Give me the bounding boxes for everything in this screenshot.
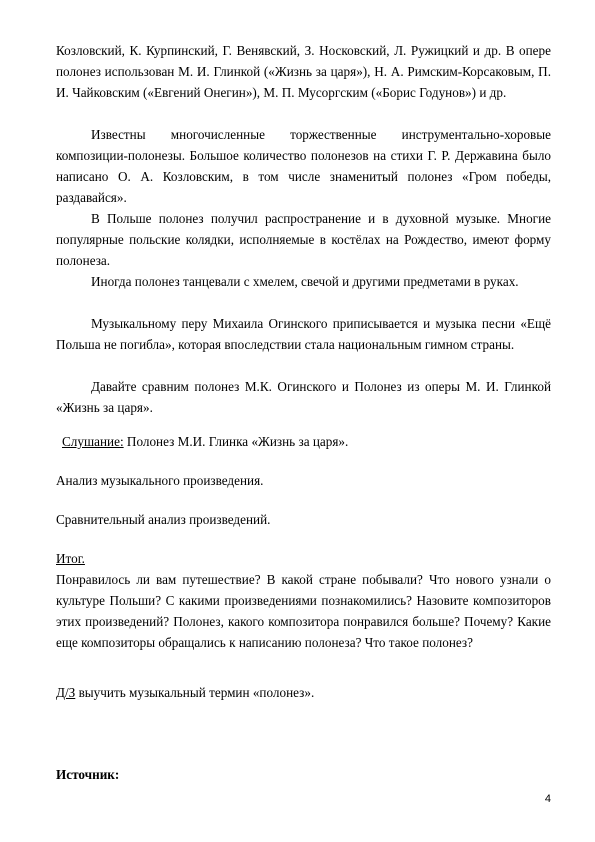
paragraph-sacred-music: В Польше полонез получил распространение и в духовной музыке. Многие популярные польские колядки, исполняемые в костёлах на Рождество, имеют форму полонеза. (56, 211, 551, 268)
summary-heading-text: Итог. (56, 551, 85, 566)
paragraph-analysis: Анализ музыкального произведения. (56, 473, 264, 488)
page-number: 4 (544, 793, 551, 805)
paragraph-comparative-analysis: Сравнительный анализ произведений. (56, 512, 271, 527)
paragraph-composers: Козловский, К. Курпинский, Г. Венявский, З. Носковский, Л. Ружицкий и др. В опере полонез использован М. И. Глинкой («Жизнь за царя»), Н. А. Римским-Корсаковым, П. И. Чайковским («Евгений Онегин»), М. П. Мусоргским («Борис Годунов») и др. (56, 43, 551, 100)
paragraph-summary-questions: Понравилось ли вам путешествие? В какой стране побывали? Что нового узнали о культуре Польши? С какими произведениями познакомились? Назовите композиторов этих произведений? Полонез, какого композитора понравился больше? Почему? Какие еще композиторы обращались к написанию полонеза? Что такое полонез? (56, 572, 551, 650)
homework-text: выучить музыкальный термин «полонез». (75, 685, 315, 700)
listening-text: Полонез М.И. Глинка «Жизнь за царя». (123, 434, 349, 449)
paragraph-compare: Давайте сравним полонез М.К. Огинского и Полонез из оперы М. И. Глинкой «Жизнь за царя». (56, 379, 551, 415)
homework-label: Д/З (56, 685, 76, 700)
paragraph-choral-polonaises: Известны многочисленные торжественные инструментально-хоровые композиции-полонезы. Большое количество полонезов на стихи Г. Р. Державина было написано О. А. Козловским, в том числе знаменитый полонез «Гром победы, раздавайся». (56, 127, 551, 205)
listening-label: Слушание: (62, 434, 124, 449)
source-heading: Источник: (56, 767, 120, 782)
paragraph-homework (56, 682, 551, 703)
paragraph-dance-objects: Иногда полонез танцевали с хмелем, свечой и другими предметами в руках. (91, 274, 519, 289)
paragraph-listening (56, 431, 551, 452)
paragraph-oginski-anthem: Музыкальному перу Михаила Огинского приписывается и музыка песни «Ещё Польша не погибла», которая впоследствии стала национальным гимном страны. (56, 316, 551, 352)
summary-heading (56, 548, 551, 569)
